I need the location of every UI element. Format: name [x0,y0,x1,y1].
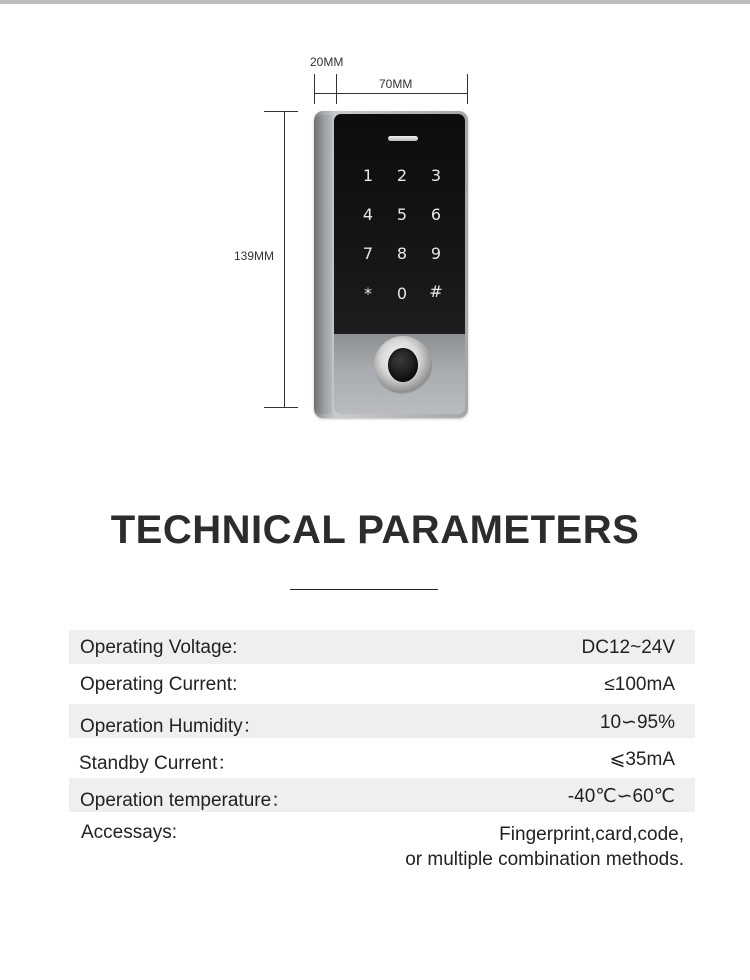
table-row [69,704,695,738]
top-border [0,0,750,4]
fingerprint-sensor-icon [374,336,432,394]
device-side [314,115,332,414]
indicator-led [388,136,418,141]
width-arrow [336,93,468,94]
keypad-panel [334,114,465,334]
table-row [69,667,695,701]
param-value: ⩽35mA [609,749,675,770]
height-guide-bottom [264,407,298,408]
key-star: * [364,284,372,303]
fingerprint-sensor-window [388,348,418,382]
table-row [69,741,695,775]
key-2: 2 [396,166,408,185]
param-label: Standby Current： [79,753,237,774]
table-row [69,778,695,812]
accessays-value-line2: or multiple combination methods. [405,849,684,870]
heading-underline [290,589,438,590]
depth-guide-left [314,74,315,104]
height-guide-top [264,111,298,112]
key-hash: # [429,282,443,301]
param-value: -40℃∽60℃ [567,786,675,807]
param-label: Operation Humidity： [80,716,262,737]
key-9: 9 [430,244,442,263]
depth-guide-right [336,74,337,104]
height-arrow [284,111,285,408]
key-3: 3 [430,166,442,185]
access-control-device [314,111,468,418]
key-8: 8 [396,244,408,263]
param-value: ≤100mA [604,674,675,695]
accessays-value-line1: Fingerprint,card,code, [499,824,684,845]
key-1: 1 [362,166,374,185]
key-5: 5 [396,205,408,224]
table-row [69,630,695,664]
width-guide-right [467,74,468,104]
param-label: Operating Current: [80,674,238,695]
accessays-label: Accessays: [81,822,178,843]
key-0: 0 [396,284,408,303]
key-4: 4 [362,205,374,224]
depth-label: 20MM [310,55,344,69]
key-7: 7 [362,244,374,263]
key-6: 6 [430,205,442,224]
accessays-value [405,822,684,872]
param-label: Operation temperature： [80,790,291,811]
param-label: Operating Voltage: [80,637,238,658]
height-label: 139MM [234,249,275,263]
param-value: DC12~24V [581,637,675,658]
width-label: 70MM [379,77,413,91]
param-value: 10∽95% [599,712,675,733]
depth-arrow [314,93,337,94]
section-heading: TECHNICAL PARAMETERS [110,508,640,552]
